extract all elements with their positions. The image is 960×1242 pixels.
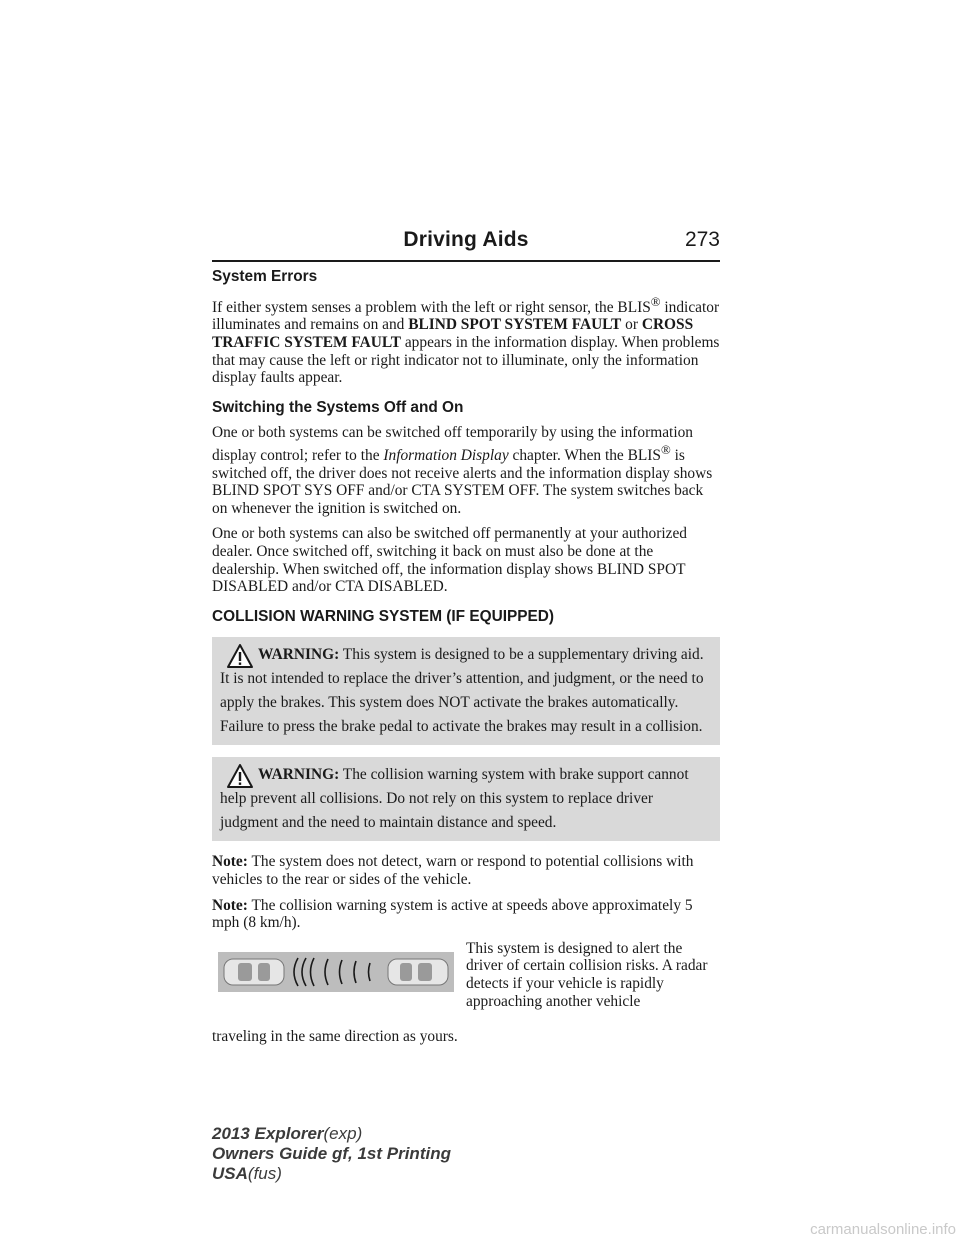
paragraph-switching-permanent: One or both systems can also be switched off permanently at your authorized dealer. Once switched off, switching it back on must also be done at the dealership. When switched off, the information display shows BLIND SPOT DISABLED and/or CTA DISABLED.: [212, 525, 687, 596]
heading-collision-warning: COLLISION WARNING SYSTEM (IF EQUIPPED): [212, 607, 555, 625]
warning-label: WARNING:: [258, 646, 340, 664]
text-run: is switched off, the driver does not receive alerts and the information display shows BLIND SPOT SYS OFF and/or CTA SYSTEM OFF. The system switches back on whenever the ignition is switched on.: [212, 447, 713, 517]
footer-code: (exp): [323, 1124, 363, 1143]
text-run: chapter. When the BLIS: [508, 447, 661, 464]
warning-triangle-icon: [226, 763, 254, 789]
paragraph-switching-temporary: [212, 424, 720, 517]
collision-radar-illustration: [218, 952, 454, 992]
header-rule: [212, 260, 720, 262]
warning-text-2: [220, 766, 689, 831]
figure-description-continued: traveling in the same direction as yours.: [212, 1027, 458, 1045]
text-run: indicator illuminates and remains on and: [212, 298, 720, 334]
warning-triangle-icon: [226, 643, 254, 669]
figure-description: This system is designed to alert the driver of certain collision risks. A radar detects if your vehicle is rapidly approaching another vehicle: [466, 939, 708, 1010]
watermark: carmanualsonline.info: [810, 1221, 956, 1238]
page-number: 273: [684, 228, 720, 251]
note-label: Note:: [212, 896, 248, 914]
warning-text-1: [220, 646, 704, 735]
footer-guide: Owners Guide gf, 1st Printing: [212, 1144, 451, 1163]
heading-system-errors: System Errors: [212, 268, 318, 285]
text-run: The collision warning system with brake support cannot help prevent all collisions. Do not rely on this system to replace driver judgment and the need to maintain distance and speed.: [220, 766, 689, 832]
warning-label: WARNING:: [258, 766, 340, 784]
warning-box-1: [212, 637, 720, 745]
footer-code: (fus): [247, 1164, 282, 1183]
collision-figure-block: [212, 940, 720, 1062]
footer-line-2: [212, 1144, 451, 1164]
text-run: The system does not detect, warn or respond to potential collisions with vehicles to the rear or sides of the vehicle.: [212, 853, 694, 888]
text-run: appears in the information display. When problems that may cause the left or right indicator not to illuminate, only the information display faults appear.: [212, 333, 720, 387]
heading-switching: Switching the Systems Off and On: [212, 398, 464, 416]
chapter-reference: Information Display: [383, 447, 509, 464]
warning-box-2: [212, 757, 720, 841]
registered-mark: ®: [660, 442, 671, 457]
text-run: or: [621, 316, 642, 334]
footer-region: USA: [212, 1164, 248, 1183]
note-2: [212, 897, 720, 932]
fault-message-cross-traffic: CROSS TRAFFIC SYSTEM FAULT: [212, 316, 694, 351]
footer-line-1: [212, 1124, 451, 1144]
text-run: If either system senses a problem with the left or right sensor, the BLIS: [212, 298, 651, 316]
note-1: [212, 853, 720, 888]
text-run: One or both systems can be switched off temporarily by using the information display control; refer to the: [212, 424, 694, 464]
page-footer: [212, 1124, 451, 1184]
footer-model: 2013 Explorer: [212, 1124, 324, 1143]
paragraph-system-errors: [212, 294, 720, 387]
fault-message-blind-spot: BLIND SPOT SYSTEM FAULT: [408, 316, 622, 334]
text-run: This system is designed to be a supplementary driving aid. It is not intended to replace the driver’s attention, and judgment, or the need to apply the brakes. This system does NOT activate the brakes automatically. Failure to press the brake pedal to activate the brakes may result in a collision.: [220, 646, 704, 736]
footer-line-3: [212, 1164, 451, 1184]
text-run: The collision warning system is active at speeds above approximately 5 mph (8 km/h).: [212, 896, 693, 932]
chapter-title: Driving Aids: [403, 228, 529, 251]
note-label: Note:: [212, 853, 248, 871]
registered-mark: ®: [650, 294, 661, 309]
page-body: [212, 268, 720, 1062]
page-header: [212, 228, 720, 260]
